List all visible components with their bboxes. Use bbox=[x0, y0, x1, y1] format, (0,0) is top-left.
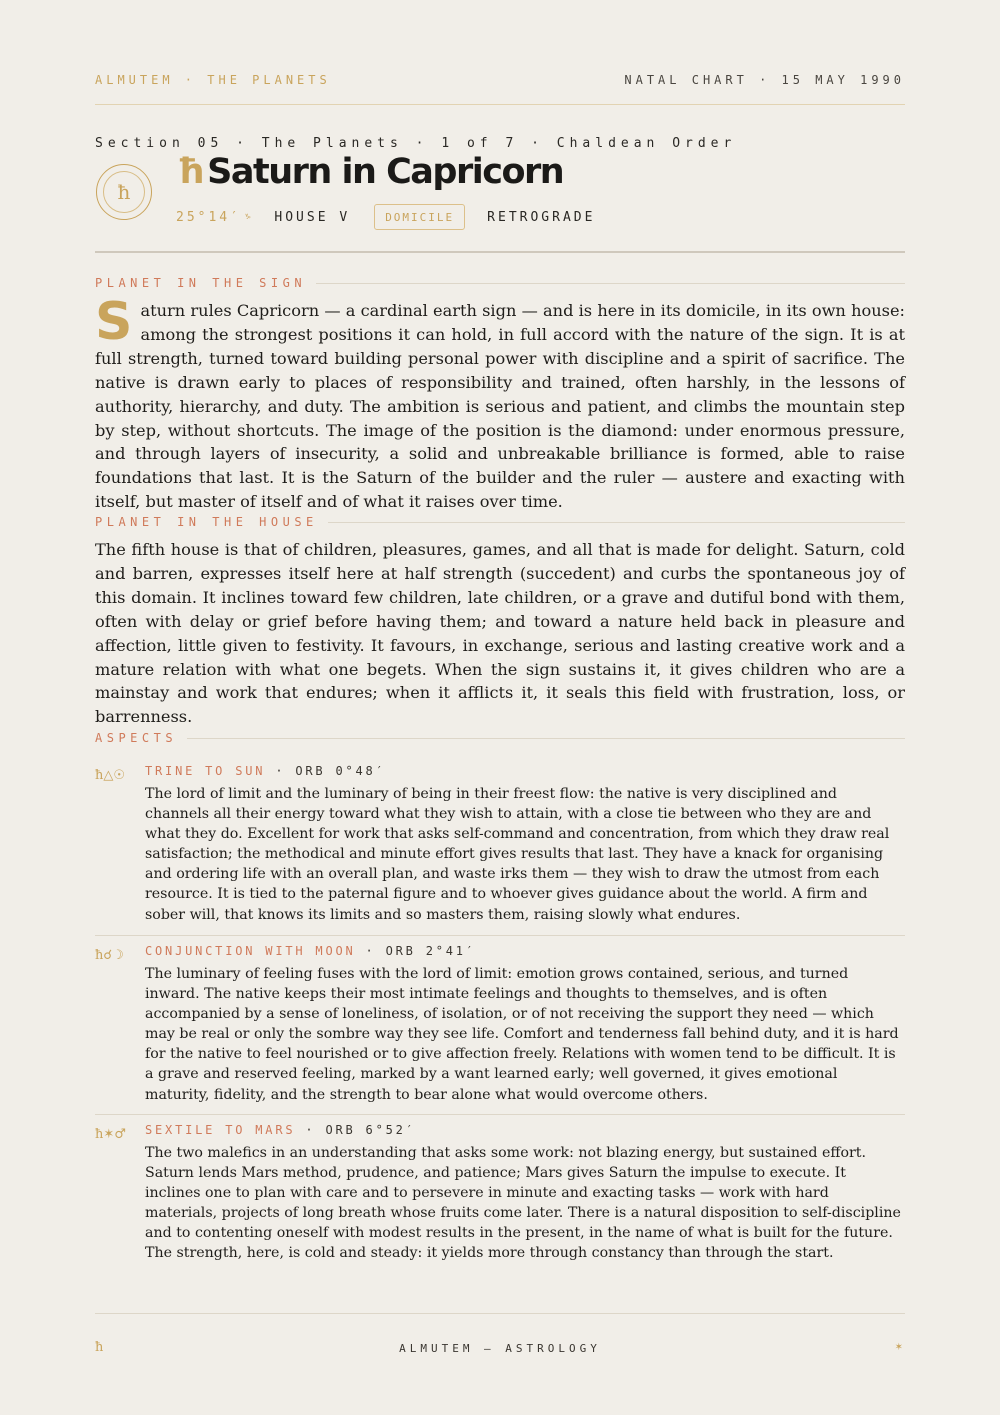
aspect-orb: · ORB 2°41′ bbox=[355, 944, 476, 958]
house-section-text: The fifth house is that of children, pleasures, games, and all that is made for delight. Saturn, cold and barren, expresses itself here at half strength (succedent) and curbs the spontaneous joy of this domain. It inclines toward few children, late children, or a grave and dutiful bond with them, often with delay or grief before having them; and toward a nature held back in pleasure and affection, little given to festivity. It favours, in exchange, serious and lasting creative work and a mature relation with what one begets. When the sign sustains it, it gives children who are a mainstay and work that endures; when it afflicts it, it seals this field with frustration, loss, or barrenness. bbox=[95, 540, 905, 727]
conjunction-moon-icon: ħ☌☽ bbox=[95, 948, 124, 963]
aspect-name: TRINE TO SUN bbox=[145, 764, 266, 778]
aspect-text: The lord of limit and the luminary of being in their freest flow: the native is very disciplined and channels all their energy toward what they wish to attain, with a close tie between who they are and what they do. Excellent for work that asks self-command and concentration, from which they draw real satisfaction; the methodical and minute effort gives results that last. They have a knack for organising and ordering life with an overall plan, and waste irks them — they wish to draw the utmost from each resource. It is tied to the paternal figure and to whoever gives guidance about the world. A firm and sober will, that knows its limits and so masters them, raising slowly what endures. bbox=[145, 786, 890, 923]
aspect-heading bbox=[145, 1123, 416, 1137]
aspect-divider bbox=[95, 935, 905, 936]
degree-value: 25°14′ bbox=[176, 209, 241, 225]
sign-section-body: aturn rules Capricorn — a cardinal earth sign — and is here in its domicile, in its own house: among the strongest positions it can hold, in full accord with the nature of the sign. It is at full strength, turned toward building personal power with discipline and a spirit of sacrifice. The native is drawn early to places of responsibility and trained, often harshly, in the lessons of authority, hierarchy, and duty. The ambition is serious and patient, and climbs the mountain step by step, without shortcuts. The image of the position is the diamond: under enormous pressure, and through layers of insecurity, a solid and unbreakable brilliance is formed, able to raise foundations that last. It is the Saturn of the builder and the ruler — austere and exacting with itself, but master of itself and of what it raises over time. bbox=[95, 301, 905, 512]
heading-rule bbox=[187, 738, 905, 739]
house-label: HOUSE V bbox=[274, 209, 351, 225]
sign-section-heading bbox=[95, 276, 905, 290]
aspect-name: CONJUNCTION WITH MOON bbox=[145, 944, 356, 958]
top-bar bbox=[95, 72, 905, 88]
aspect-heading bbox=[145, 944, 476, 958]
dignity-badge: DOMICILE bbox=[374, 204, 465, 230]
aspects-heading bbox=[95, 731, 905, 745]
house-section-heading bbox=[95, 515, 905, 529]
chart-label: NATAL CHART · 15 MAY 1990 bbox=[624, 73, 905, 87]
footer-label: ALMUTEM — ASTROLOGY bbox=[399, 1342, 601, 1355]
aspect-orb: · ORB 6°52′ bbox=[295, 1123, 416, 1137]
aspect-heading bbox=[145, 764, 386, 778]
sextile-mars-icon: ħ✶♂ bbox=[95, 1127, 126, 1142]
header-divider bbox=[95, 251, 905, 253]
capricorn-icon: ♑ bbox=[244, 212, 251, 222]
heading-rule bbox=[316, 283, 905, 284]
sign-section-title: PLANET IN THE SIGN bbox=[95, 276, 307, 290]
saturn-medallion-icon bbox=[96, 164, 152, 220]
house-section-title: PLANET IN THE HOUSE bbox=[95, 515, 318, 529]
trine-sun-icon: ħ△☉ bbox=[95, 768, 126, 783]
aspects-title: ASPECTS bbox=[95, 731, 178, 745]
top-divider bbox=[95, 104, 905, 105]
saturn-footer-icon: ħ bbox=[95, 1340, 104, 1355]
brand-label: ALMUTEM · THE PLANETS bbox=[95, 73, 331, 87]
page bbox=[95, 0, 905, 1415]
page-title bbox=[177, 152, 563, 192]
saturn-icon: ħ bbox=[103, 171, 145, 213]
aspect-orb: · ORB 0°48′ bbox=[265, 764, 386, 778]
heading-rule bbox=[328, 522, 905, 523]
aspect-text: The luminary of feeling fuses with the lord of limit: emotion grows contained, serious, and turned inward. The native keeps their most intimate feelings and thoughts to themselves, and is often accompanied by a sense of loneliness, of isolation, or of not receiving the support they need — which may be real or only the sombre way they see life. Comfort and tenderness fall behind duty, and it is hard for the native to feel nourished or to give affection freely. Relations with women tend to be difficult. It is a grave and reserved feeling, marked by a want learned early; well governed, it gives emotional maturity, fidelity, and the strength to bear alone what would overcome others. bbox=[145, 966, 899, 1103]
planet-meta bbox=[176, 204, 595, 230]
sign-section-text bbox=[95, 292, 905, 514]
aspect-text: The two malefics in an understanding that asks some work: not blazing energy, but sustained effort. Saturn lends Mars method, prudence, and patience; Mars gives Saturn the impulse to execute. It inclines one to plan with care and to persevere in minute and exacting tasks — work with hard materials, projects of long breath whose fruits come later. There is a natural disposition to self-discipline and to contenting oneself with modest results in the present, in the name of what is built for the future. The strength, here, is cold and steady: it yields more through constancy than through the start. bbox=[145, 1145, 901, 1262]
footer-divider bbox=[95, 1313, 905, 1314]
saturn-glyph-icon: ħ bbox=[177, 152, 204, 192]
page-title-text: Saturn in Capricorn bbox=[207, 152, 564, 192]
section-breadcrumb: Section 05 · The Planets · 1 of 7 · Chaldean Order bbox=[95, 136, 737, 151]
star-icon: ✶ bbox=[894, 1342, 903, 1353]
drop-cap: S bbox=[95, 292, 133, 352]
aspect-divider bbox=[95, 1114, 905, 1115]
aspect-name: SEXTILE TO MARS bbox=[145, 1123, 296, 1137]
motion-label: RETROGRADE bbox=[487, 209, 596, 225]
